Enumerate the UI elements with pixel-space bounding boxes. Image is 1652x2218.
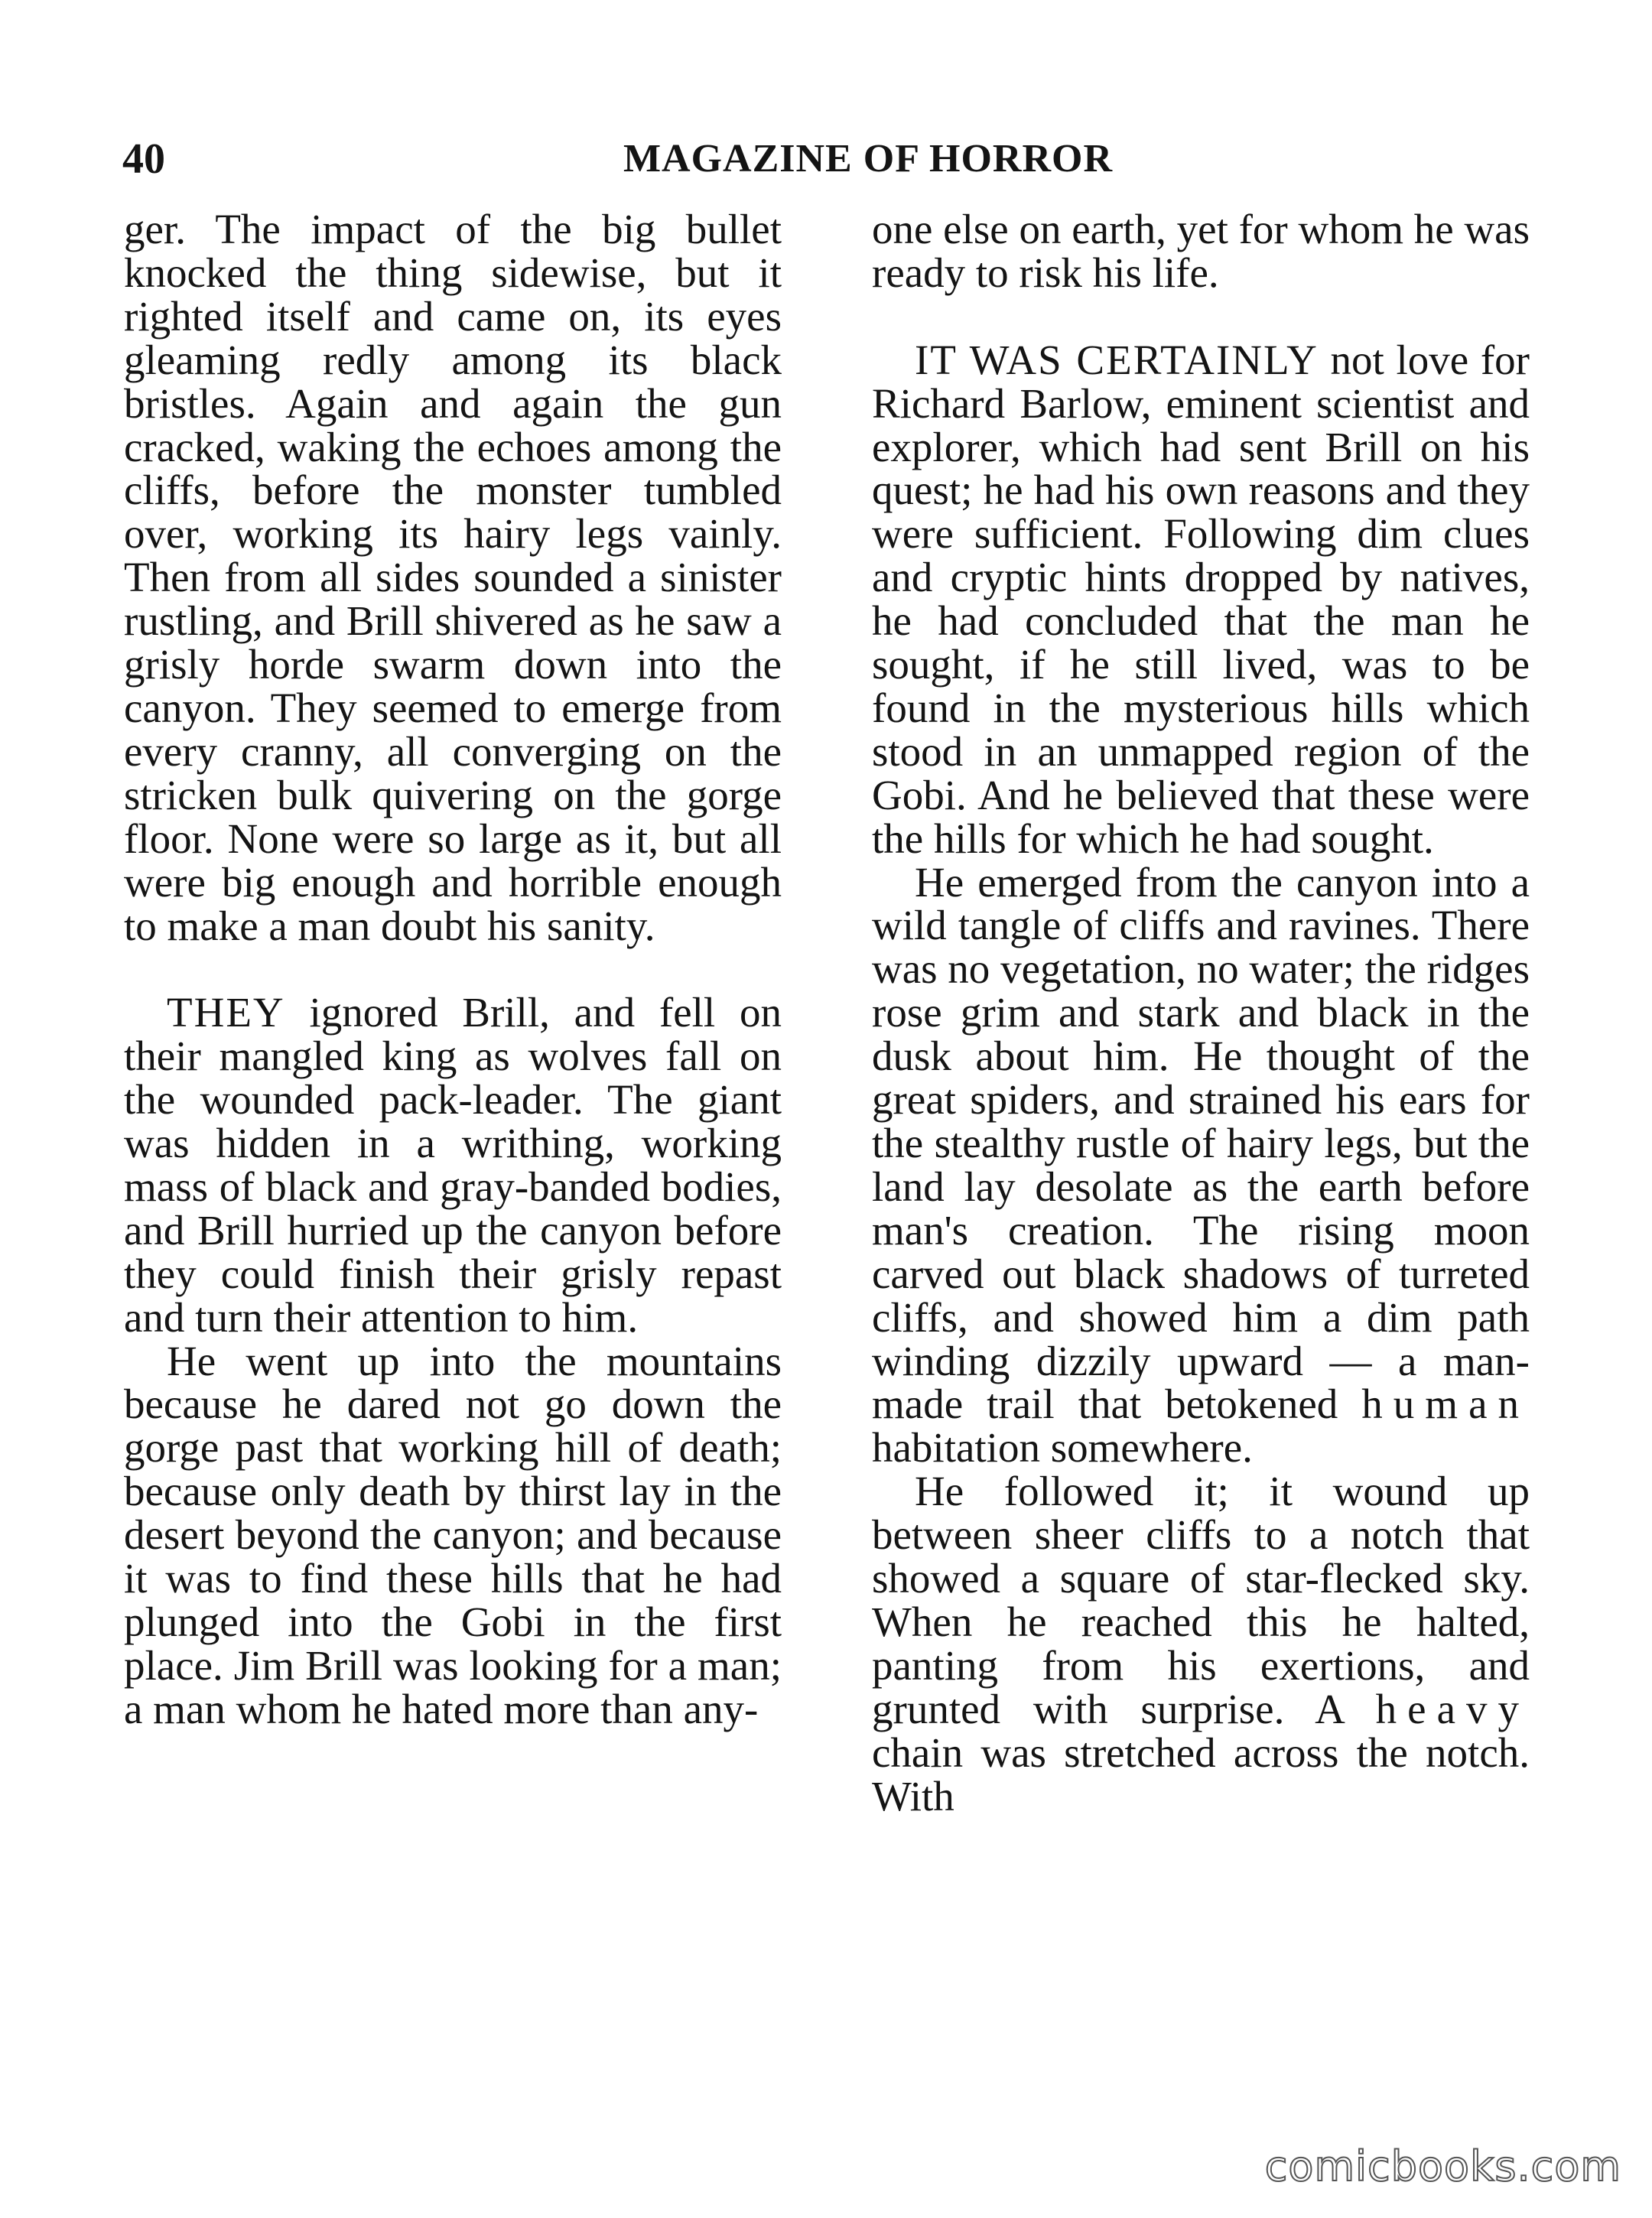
page-number: 40 (122, 135, 165, 183)
text-column-left (124, 208, 782, 2074)
letterspaced-word: human (1361, 1381, 1530, 1428)
paragraph (872, 336, 1530, 862)
paragraph-text: He went up into the mountains because he dared not go down the gorge past that working hill of death; because only death by thirst lay in the desert beyond the canyon; and because it was to find these hills that he had plunged into the Gobi in the first place. Jim Brill was looking for a man; a man whom he hated more than any- (124, 1337, 782, 1732)
paragraph (124, 1337, 782, 1732)
paragraph-lead-in: THEY (167, 989, 285, 1036)
watermark: comicbooks.com (1264, 2142, 1621, 2190)
paragraph-text: not love for Richard Barlow, eminent scientist and explorer, which had sent Brill on his quest; he had his own reasons and they were sufficient. Following dim clues and cryptic hints dropped by natives, he had concluded that the man he sought, if he still lived, was to be found in the mysterious hills which stood in an unmapped region of the Gobi. And he believed that these were the hills for which he had sought. (872, 336, 1530, 862)
paragraph (872, 208, 1530, 295)
paragraph (872, 858, 1530, 1472)
page-header (122, 128, 1553, 190)
letterspaced-word: heavy (1375, 1685, 1530, 1732)
paragraph (124, 208, 782, 948)
paragraph (872, 1470, 1530, 1818)
paragraph-text: one else on earth, yet for whom he was ready to risk his life. (872, 208, 1530, 296)
paragraph (124, 991, 782, 1339)
paragraph-text: ignored Brill, and fell on their mangled king as wolves fall on the wounded pack-leader. The giant was hidden in a writhing, working mass of black and gray-banded bodies, and Brill hurried up the canyon before they could finish their grisly repast and turn their attention to him. (124, 989, 782, 1341)
paragraph-lead-in: IT WAS CERTAINLY (915, 336, 1319, 383)
paragraph-text: ger. The impact of the big bullet knocked the thing sidewise, but it righted itself and came on, its eyes gleaming redly among its black bristles. Again and again the gun cracked, waking the echoes among the cliffs, before the monster tumbled over, working its hairy legs vainly. Then from all sides sounded a sinister rustling, and Brill shivered as he saw a grisly horde swarm down into the canyon. They seemed to emerge from every cranny, all converging on the stricken bulk quivering on the gorge floor. None were so large as it, but all were big enough and horrible enough to make a man doubt his sanity. (124, 208, 782, 949)
running-title: MAGAZINE OF HORROR (623, 137, 1114, 180)
paragraph-text: habitation somewhere. (872, 1424, 1253, 1472)
paragraph-text: chain was stretched across the notch. With (872, 1729, 1530, 1820)
text-column-right (872, 208, 1530, 2074)
paragraph-text: He emerged from the canyon into a wild tangle of cliffs and ravines. There was no vegetation, no water; the ridges rose grim and stark and black in the dusk about him. He thought of the great spiders, and strained his ears for the stealthy rustle of hairy legs, but the land lay desolate as the earth before man's creation. The rising moon carved out black shadows of turreted cliffs, and showed him a dim path winding dizzily upward — a man-made trail that betokened (872, 858, 1530, 1428)
paragraph-text: He followed it; it wound up between sheer cliffs to a notch that showed a square of star-flecked sky. When he reached this he halted, panting from his exertions, and grunted with surprise. A (872, 1468, 1530, 1732)
